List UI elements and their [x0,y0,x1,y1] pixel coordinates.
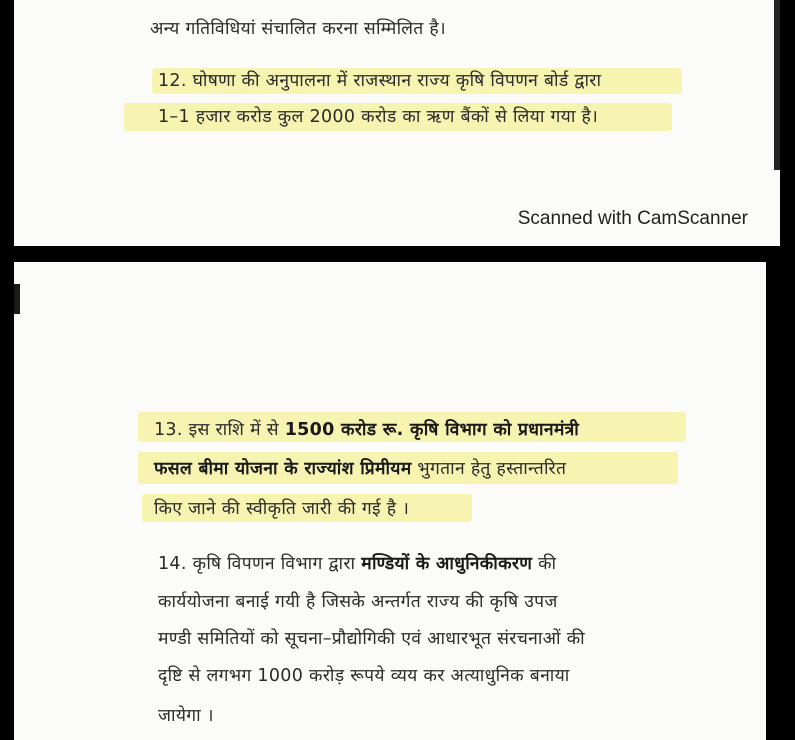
item13-line1 [154,417,579,443]
item13-line2 [154,456,566,482]
page-edge-shadow [774,0,780,170]
item14-line1-plain: 14. कृषि विपणन विभाग द्वारा [158,554,362,574]
item14-line1-bold: मण्डियों के आधुनिकीकरण [361,554,533,574]
item13-line3: किए जाने की स्वीकृति जारी की गई है । [154,499,410,519]
item12-line2: 1–1 हजार करोड कुल 2000 करोड का ऋण बैंकों से लिया गया है। [158,107,599,127]
item14-line4: दृष्टि से लगभग 1000 करोड़ रूपये व्यय कर अत्याधुनिक बनाया [158,666,570,686]
item14-line3: मण्डी समितियों को सूचना–प्रौद्योगिकी एवं आधारभूत संरचनाओं की [158,629,585,649]
item14-line1 [158,551,556,577]
item14-line5: जायेगा । [158,706,214,726]
item13-line2-bold: फसल बीमा योजना के राज्यांश प्रिमीयम [154,459,412,479]
previous-paragraph-end: अन्य गतिविधियां संचालित करना सम्मिलित है। [150,19,446,39]
scanned-page-bottom [14,262,766,740]
item12-line1: 12. घोषणा की अनुपालना में राजस्थान राज्य कृषि विपणन बोर्ड द्वारा [158,71,602,91]
item14-line1-tail: की [532,554,557,574]
item14-line2: कार्ययोजना बनाई गयी है जिसके अन्तर्गत राज्य की कृषि उपज [158,592,558,612]
item13-line1-plain: 13. इस राशि में से [154,420,285,440]
page-corner-mark [14,284,20,314]
item13-line1-bold: 1500 करोड रू. कृषि विभाग को प्रधानमंत्री [284,420,580,440]
scanned-page-top [14,0,780,246]
camscanner-watermark: Scanned with CamScanner [517,208,748,229]
item13-line2-plain: भुगतान हेतु हस्तान्तरित [411,459,567,479]
